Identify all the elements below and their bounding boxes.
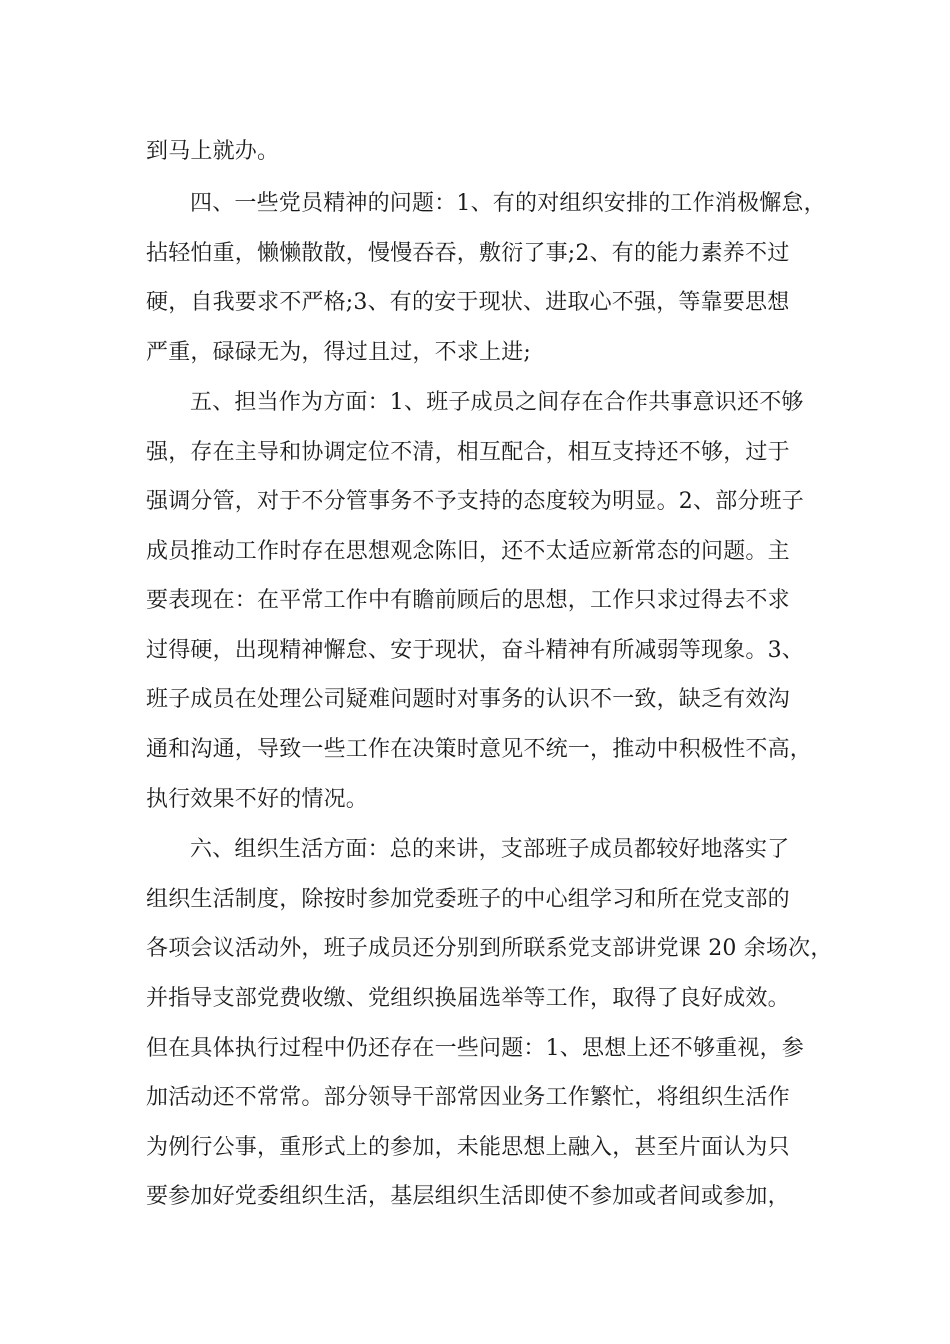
text-line: 过得硬，出现精神懈怠、安于现状，奋斗精神有所减弱等现象。3、 [146, 638, 804, 663]
text-line: 为例行公事，重形式上的参加，未能思想上融入，甚至片面认为只 [146, 1135, 790, 1160]
text-line: 各项会议活动外，班子成员还分别到所联系党支部讲党课 20 余场次， [146, 936, 833, 961]
text-line: 强调分管，对于不分管事务不予支持的态度较为明显。2、部分班子 [146, 489, 804, 514]
text-line: 硬，自我要求不严格;3、有的安于现状、进取心不强，等靠要思想 [146, 290, 790, 315]
text-line: 并指导支部党费收缴、党组织换届选举等工作，取得了良好成效。 [146, 986, 790, 1011]
text-line: 加活动还不常常。部分领导干部常因业务工作繁忙，将组织生活作 [146, 1085, 790, 1110]
text-line: 严重，碌碌无为，得过且过，不求上进; [146, 340, 532, 365]
paragraph-five-heading-line: 五、担当作为方面：1、班子成员之间存在合作共事意识还不够 [190, 390, 804, 415]
text-line: 成员推动工作时存在思想观念陈旧，还不太适应新常态的问题。主 [146, 539, 790, 564]
text-line: 强，存在主导和协调定位不清，相互配合，相互支持还不够，过于 [146, 440, 790, 465]
text-line: 要表现在：在平常工作中有瞻前顾后的思想，工作只求过得去不求 [146, 588, 790, 613]
text-line: 到马上就办。 [146, 139, 280, 164]
text-line: 执行效果不好的情况。 [146, 787, 369, 812]
text-line: 班子成员在处理公司疑难问题时对事务的认识不一致，缺乏有效沟 [146, 687, 790, 712]
text-line: 通和沟通，导致一些工作在决策时意见不统一，推动中积极性不高， [146, 737, 813, 762]
text-line: 但在具体执行过程中仍还存在一些问题：1、思想上还不够重视，参 [146, 1036, 804, 1061]
text-line: 组织生活制度，除按时参加党委班子的中心组学习和所在党支部的 [146, 887, 790, 912]
paragraph-six-heading-line: 六、组织生活方面：总的来讲，支部班子成员都较好地落实了 [190, 837, 790, 862]
text-line: 拈轻怕重，懒懒散散，慢慢吞吞，敷衍了事;2、有的能力素养不过 [146, 241, 790, 266]
paragraph-four-heading-line: 四、一些党员精神的问题：1、有的对组织安排的工作消极懈怠， [190, 191, 826, 216]
text-line: 要参加好党委组织生活，基层组织生活即使不参加或者间或参加， [146, 1184, 790, 1209]
